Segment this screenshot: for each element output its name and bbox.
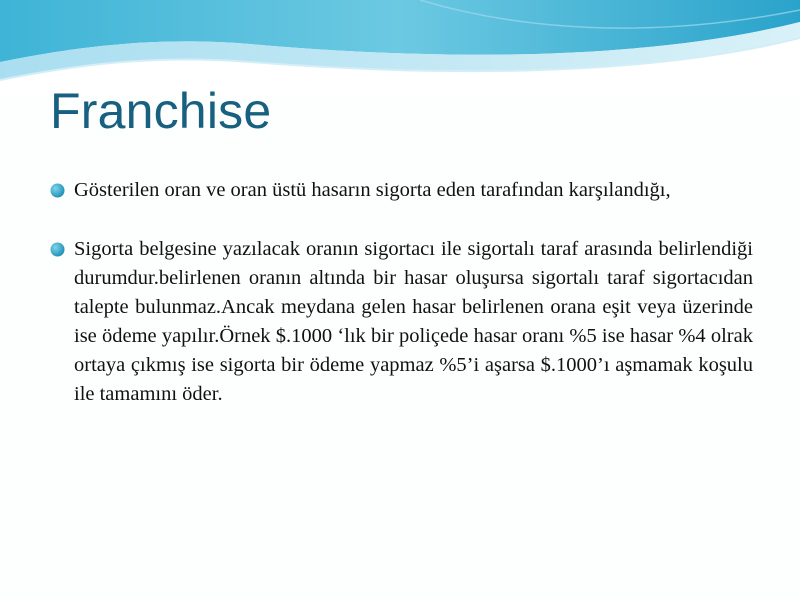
circle-bullet-icon bbox=[48, 240, 67, 259]
circle-bullet-icon bbox=[48, 181, 67, 200]
bullet-text: Gösterilen oran ve oran üstü hasarın sigorta eden tarafından karşılandığı, bbox=[74, 179, 671, 201]
header-wave-decoration bbox=[0, 0, 800, 95]
bullet-item bbox=[48, 176, 753, 205]
bullet-list bbox=[48, 176, 753, 409]
slide-title: Franchise bbox=[50, 83, 272, 139]
bullet-item bbox=[48, 235, 753, 409]
bullet-text: Sigorta belgesine yazılacak oranın sigortacı ile sigortalı taraf arasında belirlendiği durumdur.belirlenen oranın altında bir hasar oluşursa sigortalı taraf sigortacıdan talepte bulunmaz.Ancak meydana gelen hasar belirlenen orana eşit veya üzerinde ise ödeme yapılır.Örnek $.1000 ‘lık bir poliçede hasar oranı %5 ise hasar %4 olrak ortaya çıkmış ise sigorta bir ödeme yapmaz %5’i aşarsa $.1000’ı aşmamak koşulu ile tamamını öder. bbox=[74, 238, 753, 405]
